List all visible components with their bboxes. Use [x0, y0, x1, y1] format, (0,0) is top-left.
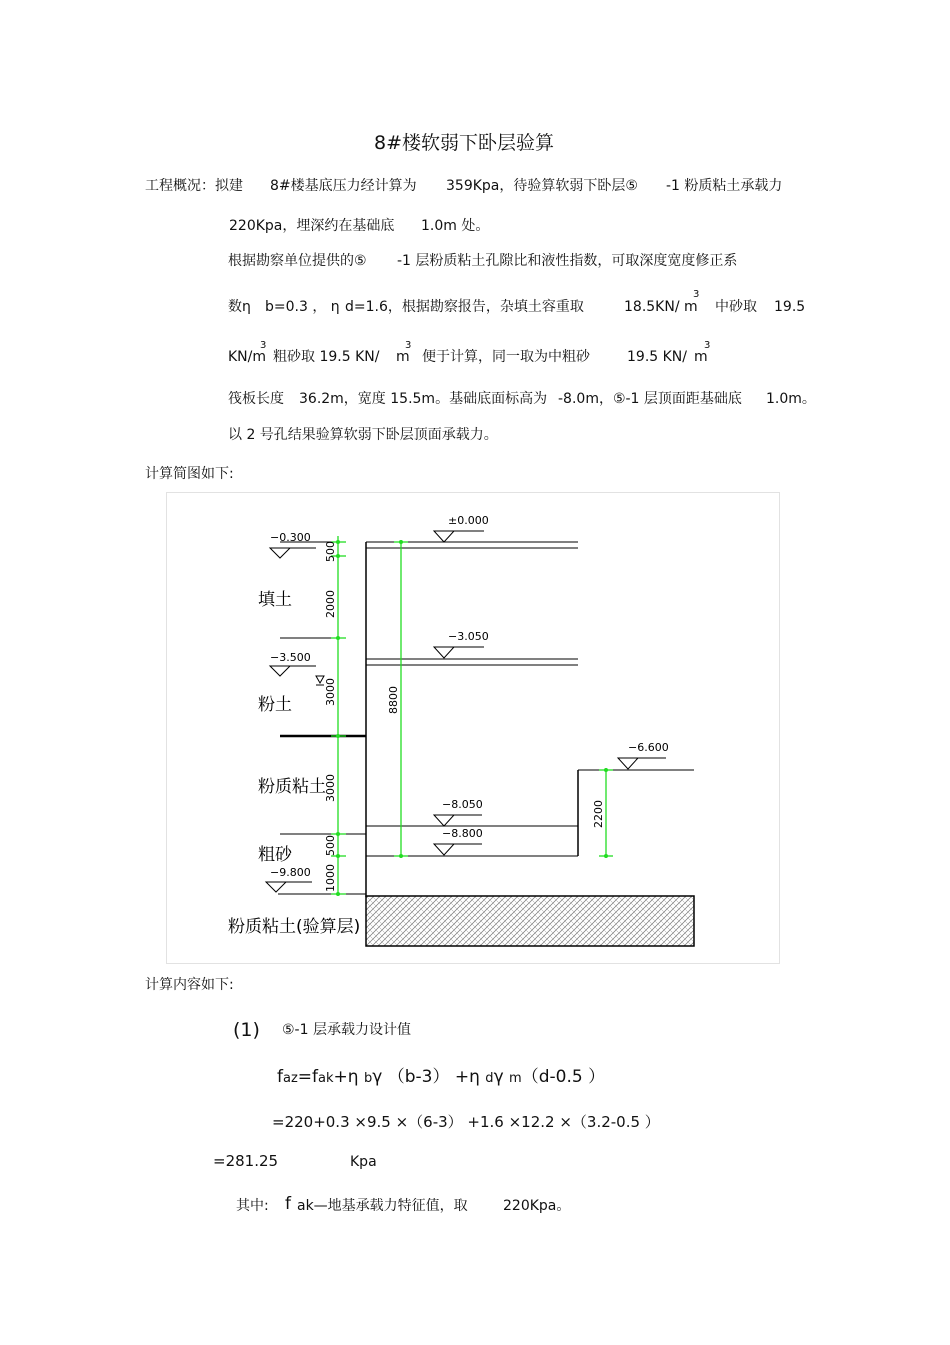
elevation-label: −8.800 [442, 827, 483, 840]
step-number: (1) [233, 1019, 260, 1041]
soil-label-fill: 填土 [258, 590, 292, 610]
dim-label: 3000 [324, 678, 337, 706]
soil-label-coarse-sand: 粗砂 [258, 845, 292, 865]
formula-sub-az: az [283, 1071, 298, 1086]
dim-tick [399, 540, 403, 544]
note-prefix: 其中: [236, 1198, 269, 1214]
figure-frame [167, 493, 780, 964]
overview-line5-c: m [396, 349, 410, 365]
formula-f: f [277, 1067, 283, 1087]
elevation-label: −3.050 [448, 630, 489, 643]
elevation-marker [266, 866, 312, 892]
dim-label: 500 [324, 835, 337, 856]
overview-line5-a: KN/m [228, 349, 267, 365]
elevation-label: −9.800 [270, 866, 311, 879]
overview-line4-d: 18.5KN/ m [624, 299, 698, 315]
overview-line1-a: 工程概况：拟建 [145, 178, 243, 194]
formula-plus-eta2: +η [454, 1067, 480, 1087]
elevation-marker [434, 630, 489, 658]
soil-label-silty-clay: 粉质粘土 [258, 777, 326, 797]
overview-line7: 以 2 号孔结果验算软弱下卧层顶面承载力。 [228, 427, 498, 443]
elevation-label: −0.300 [270, 531, 311, 544]
note-text: ak—地基承载力特征值，取 [297, 1198, 468, 1214]
diagram-canvas [166, 492, 780, 964]
formula-substitution: =220+0.3 ×9.5 ×（6-3） +1.6 ×12.2 ×（3.2-0.5 ） [272, 1113, 660, 1131]
formula-d05: （d-0.5 ） [521, 1067, 606, 1087]
overview-line1-d: -1 粉质粘土承载力 [666, 178, 783, 194]
elevation-marker [434, 827, 483, 855]
elevation-marker [434, 798, 483, 826]
overview-line4-a: 数η [228, 299, 251, 315]
calc-intro: 计算内容如下: [145, 977, 234, 993]
note-f: f [285, 1194, 291, 1214]
water-table-mark [316, 676, 324, 685]
dim-label: 3000 [324, 774, 337, 802]
overview-line5-d: 便于计算，同一取为中粗砂 [422, 349, 590, 365]
formula-b3: （b-3） [387, 1067, 450, 1087]
overview-line6-a: 筏板长度 [228, 391, 284, 407]
formula-sub-b: b [363, 1071, 373, 1086]
elevation-marker [270, 651, 316, 676]
dim-label: 1000 [324, 864, 337, 892]
check-layer-hatch [366, 896, 694, 946]
overview-line5-f: m [694, 349, 708, 365]
formula-gamma2: γ [493, 1067, 504, 1087]
figure-intro: 计算简图如下: [145, 466, 234, 482]
elevation-label: ±0.000 [448, 514, 489, 527]
formula-eq-f: =f [297, 1067, 319, 1087]
superscript-3: 3 [704, 340, 711, 351]
overview-line6-b: 36.2m，宽度 15.5m。基础底面标高为 [299, 391, 548, 407]
elevation-marker [434, 514, 489, 542]
dim-tick [399, 854, 403, 858]
elevation-label: −6.600 [628, 741, 669, 754]
overview-line2-a: 220Kpa，埋深约在基础底 [229, 218, 395, 234]
formula-sub-d: d [485, 1071, 494, 1086]
overview-line4-f: 19.5 [774, 299, 806, 315]
overview-line4-b: b=0.3 ， η [265, 299, 340, 315]
dim-tick [604, 768, 608, 772]
formula-result: =281.25 [213, 1152, 279, 1170]
overview-line6-d: 1.0m。 [766, 391, 816, 407]
formula-sub-ak: ak [318, 1071, 334, 1086]
dim-label: 500 [324, 541, 337, 562]
dim-label: 2200 [592, 800, 605, 828]
note-value: 220Kpa。 [503, 1198, 571, 1214]
overview-line1-c: 359Kpa，待验算软弱下卧层⑤ [446, 178, 638, 194]
superscript-3: 3 [260, 340, 267, 351]
overview-line3-a: 根据勘察单位提供的⑤ [228, 253, 367, 269]
elevation-label: −8.050 [442, 798, 483, 811]
overview-line1-b: 8#楼基底压力经计算为 [270, 178, 417, 194]
calculation-diagram [166, 492, 780, 964]
elevation-marker [618, 741, 669, 769]
overview-line4-c: d=1.6，根据勘察报告，杂填土容重取 [345, 299, 584, 315]
overview-line4-e: 中砂取 [715, 299, 757, 315]
superscript-3: 3 [405, 340, 412, 351]
dim-label: 2000 [324, 590, 337, 618]
overview-line5-e: 19.5 KN/ [627, 349, 687, 365]
formula-plus-eta: +η [333, 1067, 359, 1087]
result-unit: Kpa [350, 1154, 377, 1170]
page-title: 8#楼软弱下卧层验算 [374, 132, 555, 154]
elevation-marker [270, 531, 316, 558]
formula-sub-m: m [509, 1071, 522, 1086]
dim-tick [604, 854, 608, 858]
formula-main [277, 1066, 605, 1090]
soil-label-check-layer: 粉质粘土(验算层) [228, 917, 361, 937]
overview-line3-b: -1 层粉质粘土孔隙比和液性指数，可取深度宽度修正系 [397, 253, 738, 269]
step-label: ⑤-1 层承载力设计值 [282, 1022, 411, 1038]
overview-line6-c: -8.0m，⑤-1 层顶面距基础底 [558, 391, 742, 407]
elevation-label: −3.500 [270, 651, 311, 664]
overview-line5-b: 粗砂取 19.5 KN/ [273, 349, 380, 365]
overview-line2-b: 1.0m 处。 [421, 218, 490, 234]
formula-gamma: γ [372, 1067, 383, 1087]
superscript-3: 3 [693, 289, 700, 300]
dim-label: 8800 [387, 686, 400, 714]
soil-label-silt: 粉土 [258, 695, 292, 715]
